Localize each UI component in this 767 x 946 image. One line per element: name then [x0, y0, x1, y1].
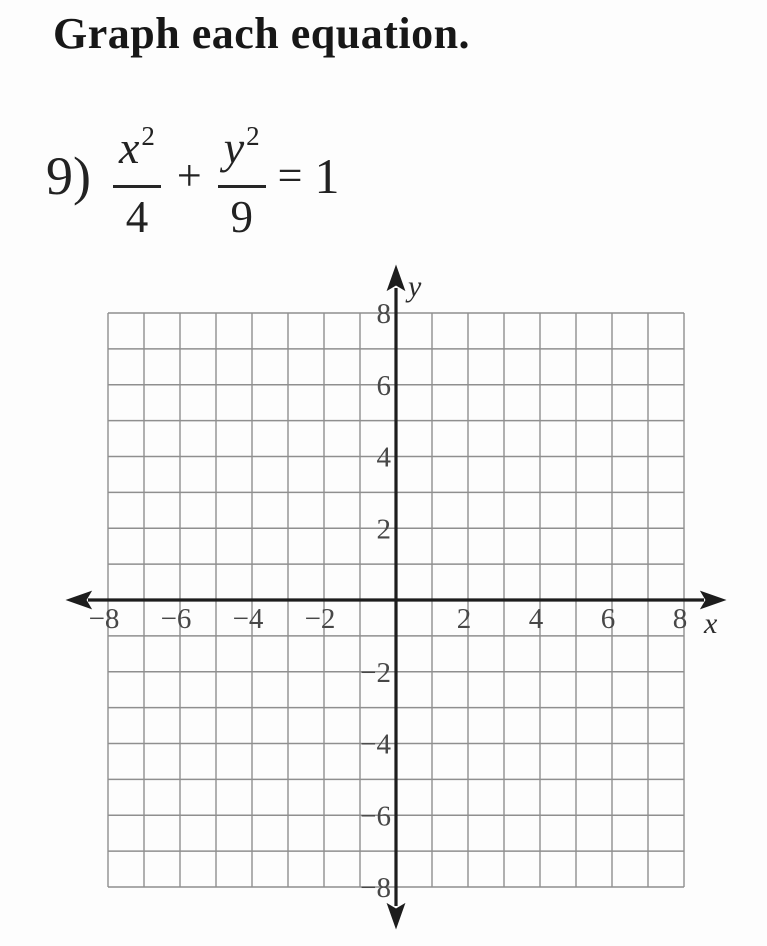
y-tick-label: −2	[360, 656, 391, 689]
page-title: Graph each equation.	[53, 9, 471, 58]
axes	[67, 266, 725, 928]
problem-9-equation	[46, 121, 340, 242]
x-axis-right-arrow-icon	[701, 592, 725, 609]
x-tick-label: 4	[528, 603, 544, 635]
y-tick-label: 6	[376, 369, 391, 402]
x-tick-label: 8	[672, 603, 688, 635]
x-tick-label: −4	[232, 603, 264, 635]
plus-operator: +	[176, 150, 202, 200]
equals-sign: =	[277, 150, 303, 200]
y-tick-label: 4	[376, 441, 391, 474]
axis-letters	[405, 270, 718, 640]
x-tick-label: 6	[600, 603, 616, 635]
y-tick-label: 2	[376, 513, 391, 546]
fraction-numerator: x2	[118, 121, 155, 173]
equation-right-side: 1	[314, 147, 340, 204]
fraction-y-squared-over-9	[216, 121, 268, 242]
y-tick-label: −4	[360, 728, 391, 761]
x-axis-left-arrow-icon	[67, 592, 91, 609]
fraction-x-squared-over-4	[111, 121, 163, 242]
y-tick-label: −8	[360, 872, 391, 904]
y-axis-label: y	[408, 270, 422, 303]
coordinate-plane	[0, 250, 767, 946]
x-tick-label: 2	[456, 603, 472, 635]
y-tick-label: −6	[360, 800, 391, 833]
x-tick-label: −2	[304, 603, 336, 635]
x-tick-label: −6	[160, 603, 192, 635]
fraction-denominator: 4	[125, 192, 149, 242]
x-axis-label: x	[704, 607, 718, 640]
y-axis-top-arrow-icon	[388, 266, 405, 290]
y-tick-label: 8	[376, 298, 391, 330]
y-axis-bottom-arrow-icon	[388, 904, 405, 928]
fraction-numerator: y2	[223, 121, 260, 173]
problem-number: 9)	[46, 145, 91, 206]
variable-y: y	[223, 122, 245, 173]
fraction-denominator: 9	[230, 192, 253, 242]
variable-x: x	[118, 122, 140, 173]
x-tick-label: −8	[88, 603, 120, 635]
